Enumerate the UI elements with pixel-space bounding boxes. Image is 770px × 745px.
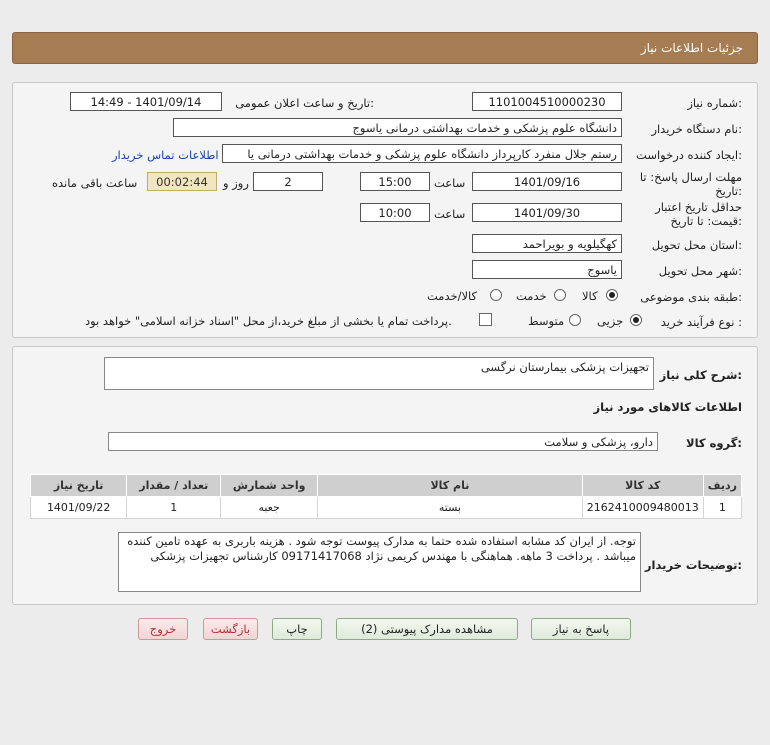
days-field[interactable]: 2 bbox=[253, 172, 323, 191]
process-option-medium: متوسط bbox=[528, 314, 565, 328]
province-label: استان محل تحویل: bbox=[651, 238, 742, 252]
goods-group-label: گروه کالا: bbox=[686, 436, 742, 450]
buyer-contact-link[interactable]: اطلاعات تماس خریدار bbox=[112, 148, 219, 162]
buyer-notes-label: توضیحات خریدار: bbox=[644, 558, 742, 572]
reply-button[interactable]: پاسخ به نیاز bbox=[531, 618, 631, 640]
category-option-goods-service: کالا/خدمت bbox=[427, 289, 478, 303]
page-title: جزئیات اطلاعات نیاز bbox=[640, 41, 743, 55]
remaining-label: ساعت باقی مانده bbox=[52, 176, 138, 190]
validity-hour-label: ساعت bbox=[434, 207, 466, 221]
exit-button[interactable]: خروج bbox=[138, 618, 188, 640]
cell-row-number: 1 bbox=[703, 497, 741, 519]
buyer-notes-field: توجه. از ایران کد مشابه استفاده شده حتما به مدارک پیوست توجه شود . هزینه باربری به عهده تامین کننده میباشد . پرداخت 3 ماهه. هماهنگی با مهندس کریمی نژاد 09171417068 کارشناس تجهیزات پزشکی bbox=[118, 532, 641, 592]
process-label: نوع فرآیند خرید : bbox=[660, 315, 742, 329]
creator-field[interactable]: رستم جلال منفرد کارپرداز دانشگاه علوم پزشکی و خدمات بهداشتی درمانی یا bbox=[222, 144, 622, 163]
need-number-field[interactable]: 1101004510000230 bbox=[472, 92, 622, 111]
deadline-label-2: تاریخ: bbox=[715, 184, 742, 198]
col-need-date: تاریخ نیاز bbox=[31, 475, 127, 497]
payment-checkbox[interactable] bbox=[479, 313, 492, 326]
cell-quantity: 1 bbox=[127, 497, 221, 519]
goods-info-title: اطلاعات کالاهای مورد نیاز bbox=[593, 400, 742, 414]
cell-need-date: 1401/09/22 bbox=[31, 497, 127, 519]
category-option-goods: کالا bbox=[582, 289, 598, 303]
validity-date-field[interactable]: 1401/09/30 bbox=[472, 203, 622, 222]
deadline-time-field[interactable]: 15:00 bbox=[360, 172, 430, 191]
cell-unit: جعبه bbox=[221, 497, 318, 519]
deadline-hour-label: ساعت bbox=[434, 176, 466, 190]
cell-item-code: 2162410009480013 bbox=[582, 497, 703, 519]
page-header bbox=[12, 32, 758, 64]
process-option-minor: جزیی bbox=[597, 314, 624, 328]
category-radio-goods-service[interactable] bbox=[490, 289, 502, 301]
cell-item-name: بسته bbox=[318, 497, 583, 519]
category-radio-service[interactable] bbox=[554, 289, 566, 301]
validity-label-1: حداقل تاریخ اعتبار bbox=[655, 200, 742, 214]
col-quantity: تعداد / مقدار bbox=[127, 475, 221, 497]
attachments-button[interactable]: مشاهده مدارک پیوستی (2) bbox=[336, 618, 518, 640]
col-item-code: کد کالا bbox=[582, 475, 703, 497]
category-label: طبقه بندی موضوعی: bbox=[640, 290, 742, 304]
process-radio-minor[interactable] bbox=[630, 314, 642, 326]
category-radio-goods[interactable] bbox=[606, 289, 618, 301]
process-radio-medium[interactable] bbox=[569, 314, 581, 326]
col-item-name: نام کالا bbox=[318, 475, 583, 497]
province-field[interactable]: کهگیلویه و بویراحمد bbox=[472, 234, 622, 253]
deadline-label-1: مهلت ارسال پاسخ: تا bbox=[639, 170, 742, 184]
announce-field[interactable]: 1401/09/14 - 14:49 bbox=[70, 92, 222, 111]
col-unit: واحد شمارش bbox=[221, 475, 318, 497]
back-button[interactable]: بازگشت bbox=[203, 618, 258, 640]
creator-label: ایجاد کننده درخواست: bbox=[636, 148, 742, 162]
validity-time-field[interactable]: 10:00 bbox=[360, 203, 430, 222]
summary-field[interactable]: تجهیزات پزشکی بیمارستان نرگسی bbox=[104, 357, 654, 390]
deadline-date-field[interactable]: 1401/09/16 bbox=[472, 172, 622, 191]
payment-note: پرداخت تمام یا بخشی از مبلغ خرید،از محل "اسناد خزانه اسلامی" خواهد بود. bbox=[85, 314, 452, 328]
buyer-org-label: نام دستگاه خریدار: bbox=[651, 122, 742, 136]
table-row[interactable] bbox=[31, 497, 742, 519]
city-label: شهر محل تحویل: bbox=[658, 264, 742, 278]
need-number-label: شماره نیاز: bbox=[687, 96, 742, 110]
goods-table-header-row bbox=[31, 475, 742, 497]
validity-label-2: قیمت: تا تاریخ: bbox=[670, 214, 742, 228]
announce-label: تاریخ و ساعت اعلان عمومی: bbox=[235, 96, 374, 110]
category-option-service: خدمت bbox=[516, 289, 547, 303]
buyer-org-field[interactable]: دانشگاه علوم پزشکی و خدمات بهداشتی درمانی یاسوج bbox=[173, 118, 622, 137]
print-button[interactable]: چاپ bbox=[272, 618, 322, 640]
summary-label: شرح کلی نیاز: bbox=[659, 368, 742, 382]
remaining-time-field: 00:02:44 bbox=[147, 172, 217, 191]
days-label: روز و bbox=[223, 176, 249, 190]
goods-table bbox=[30, 474, 742, 519]
col-row-number: ردیف bbox=[703, 475, 741, 497]
goods-group-field[interactable]: دارو، پزشکی و سلامت bbox=[108, 432, 658, 451]
city-field[interactable]: یاسوج bbox=[472, 260, 622, 279]
